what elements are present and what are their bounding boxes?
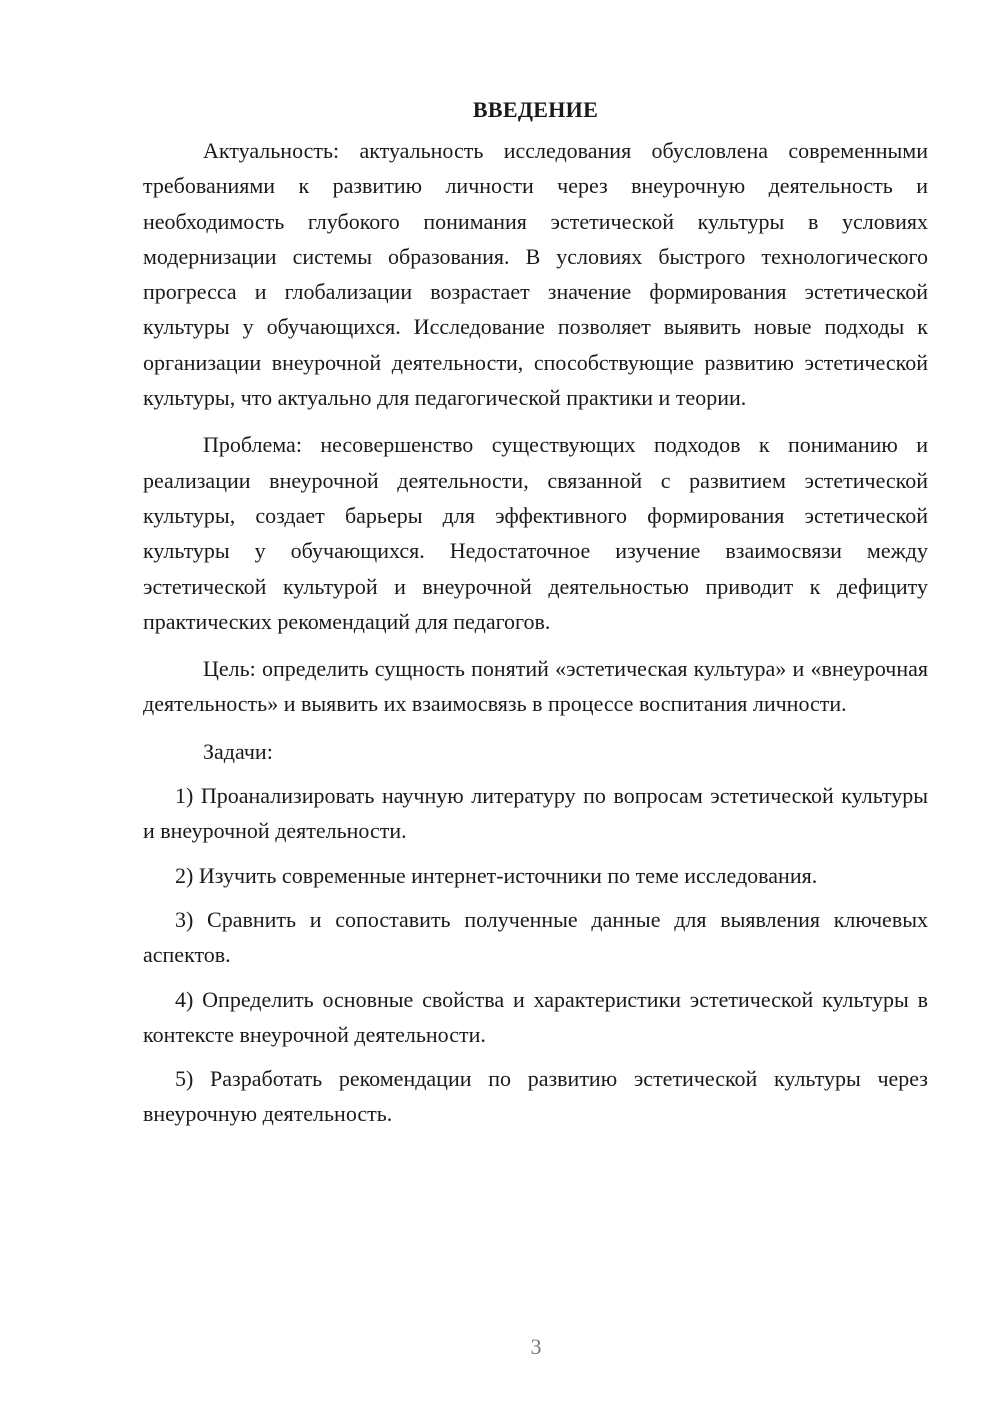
paragraph-problem: Проблема: несовершенство существующих подходов к пониманию и реализации внеурочной деятельности, связанной с развитием эстетической культуры, создает барьеры для эффективного формирования эстетической культуры у обучающихся. Недостаточное изучение взаимосвязи между эстетической культурой и внеурочной деятельностью приводит к дефициту практических рекомендаций для педагогов.	[143, 432, 928, 634]
paragraph-relevance: Актуальность: актуальность исследования обусловлена современными требованиями к развитию личности через внеурочную деятельность и необходимость глубокого понимания эстетической культуры в условиях модернизации системы образования. В условиях быстрого технологического прогресса и глобализации возрастает значение формирования эстетической культуры у обучающихся. Исследование позволяет выявить новые подходы к организации внеурочной деятельности, способствующие развитию эстетической культуры, что актуально для педагогической практики и теории.	[143, 138, 928, 411]
task-item-1: 1) Проанализировать научную литературу по вопросам эстетической культуры и внеурочной деятельности.	[143, 783, 928, 844]
paragraph-goal: Цель: определить сущность понятий «эстетическая культура» и «внеурочная деятельность» и выявить их взаимосвязь в процессе воспитания личности.	[143, 656, 928, 717]
task-item-3: 3) Сравнить и сопоставить полученные данные для выявления ключевых аспектов.	[143, 906, 928, 968]
page-number: 3	[530, 1334, 542, 1359]
page-title: ВВЕДЕНИЕ	[472, 97, 599, 122]
task-item-5: 5) Разработать рекомендации по развитию эстетической культуры через внеурочную деятельность.	[143, 1066, 928, 1127]
task-item-2: 2) Изучить современные интернет-источники по теме исследования.	[175, 862, 818, 888]
page-content	[143, 92, 928, 1141]
tasks-label: Задачи:	[203, 738, 273, 764]
task-item-4: 4) Определить основные свойства и характеристики эстетической культуры в контексте внеурочной деятельности.	[143, 986, 928, 1047]
